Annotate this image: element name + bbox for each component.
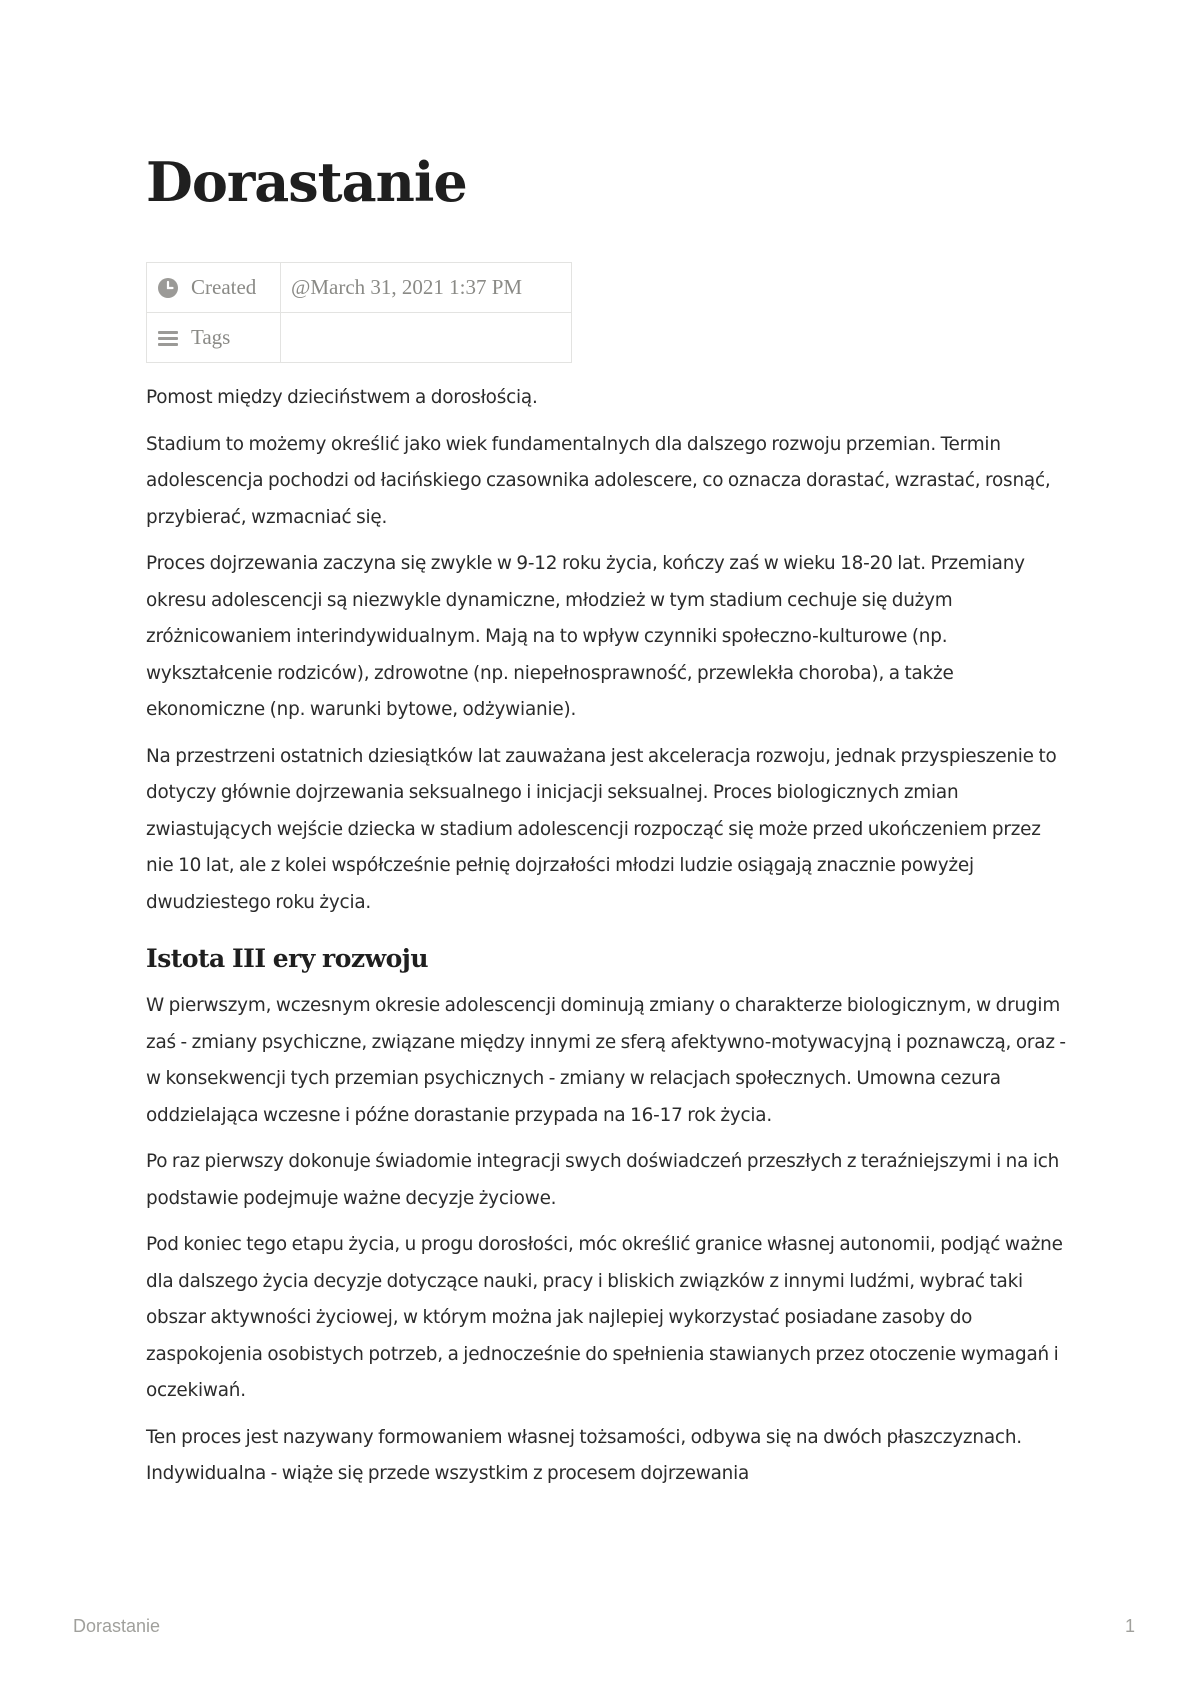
section-heading: Istota III ery rozwoju xyxy=(146,944,428,973)
footer-page-number: 1 xyxy=(1124,1616,1135,1636)
property-key xyxy=(147,263,281,313)
paragraph: Na przestrzeni ostatnich dziesiątków lat zauważana jest akceleracja rozwoju, jednak przyspieszenie to dotyczy głównie dojrzewania seksualnego i inicjacji seksualnej. Proces biologicznych zmian zwiastujących wejście dziecka w stadium adolescencji rozpocząć się może przed ukończeniem przez nie 10 lat, ale z kolei współcześnie pełnię dojrzałości młodzi ludzie osiągają znacznie powyżej dwudziestego roku życia. xyxy=(146,745,1057,913)
paragraph: Po raz pierwszy dokonuje świadomie integracji swych doświadczeń przeszłych z teraźniejszymi i na ich podstawie podejmuje ważne decyzje życiowe. xyxy=(146,1151,1060,1209)
paragraph: Stadium to możemy określić jako wiek fundamentalnych dla dalszego rozwoju przemian. Termin adolescencja pochodzi od łacińskiego czasownika adolescere, co oznacza dorastać, wzrastać, rosnąć, przybierać, wzmacniać się. xyxy=(146,433,1051,528)
paragraph: W pierwszym, wczesnym okresie adolescencji dominują zmiany o charakterze biologicznym, w drugim zaś - zmiany psychiczne, związane między innymi ze sferą afektywno-motywacyjną i poznawczą, oraz - w konsekwencji tych przemian psychicznych - zmiany w relacjach społecznych. Umowna cezura oddzielająca wczesne i późne dorastanie przypada na 16-17 rok życia. xyxy=(146,995,1066,1126)
paragraph: Pod koniec tego etapu życia, u progu dorosłości, móc określić granice własnej autonomii, podjąć ważne dla dalszego życia decyzje dotyczące nauki, pracy i bliskich związków z innymi ludźmi, wybrać taki obszar aktywności życiowej, w którym można jak najlepiej wykorzystać posiadane zasoby do zaspokojenia osobistych potrzeb, a jednocześnie do spełnienia stawianych przez otoczenie wymagań i oczekiwań. xyxy=(146,1234,1063,1401)
page-title: Dorastanie xyxy=(146,150,467,214)
properties-table xyxy=(146,262,572,363)
property-label: Created xyxy=(191,275,257,299)
list-icon xyxy=(157,327,179,349)
property-row-created xyxy=(147,263,572,313)
page-content xyxy=(146,380,1066,1503)
paragraph: Ten proces jest nazywany formowaniem własnej tożsamości, odbywa się na dwóch płaszczyznach. Indywidualna - wiąże się przede wszystkim z procesem dojrzewania xyxy=(146,1426,1022,1484)
clock-icon xyxy=(157,277,179,299)
property-value[interactable]: @March 31, 2021 1:37 PM xyxy=(281,263,572,313)
property-key xyxy=(147,313,281,363)
property-label: Tags xyxy=(191,325,231,349)
paragraph: Pomost między dzieciństwem a dorosłością. xyxy=(146,387,538,408)
property-value[interactable] xyxy=(281,313,572,363)
footer-doc-name: Dorastanie xyxy=(73,1616,161,1636)
paragraph: Proces dojrzewania zaczyna się zwykle w 9-12 roku życia, kończy zaś w wieku 18-20 lat. Przemiany okresu adolescencji są niezwykle dynamiczne, młodzież w tym stadium cechuje się dużym zróżnicowaniem interindywidualnym. Mają na to wpływ czynniki społeczno-kulturowe (np. wykształcenie rodziców), zdrowotne (np. niepełnosprawność, przewlekła choroba), a także ekonomiczne (np. warunki bytowe, odżywianie). xyxy=(146,553,1025,720)
property-row-tags xyxy=(147,313,572,363)
